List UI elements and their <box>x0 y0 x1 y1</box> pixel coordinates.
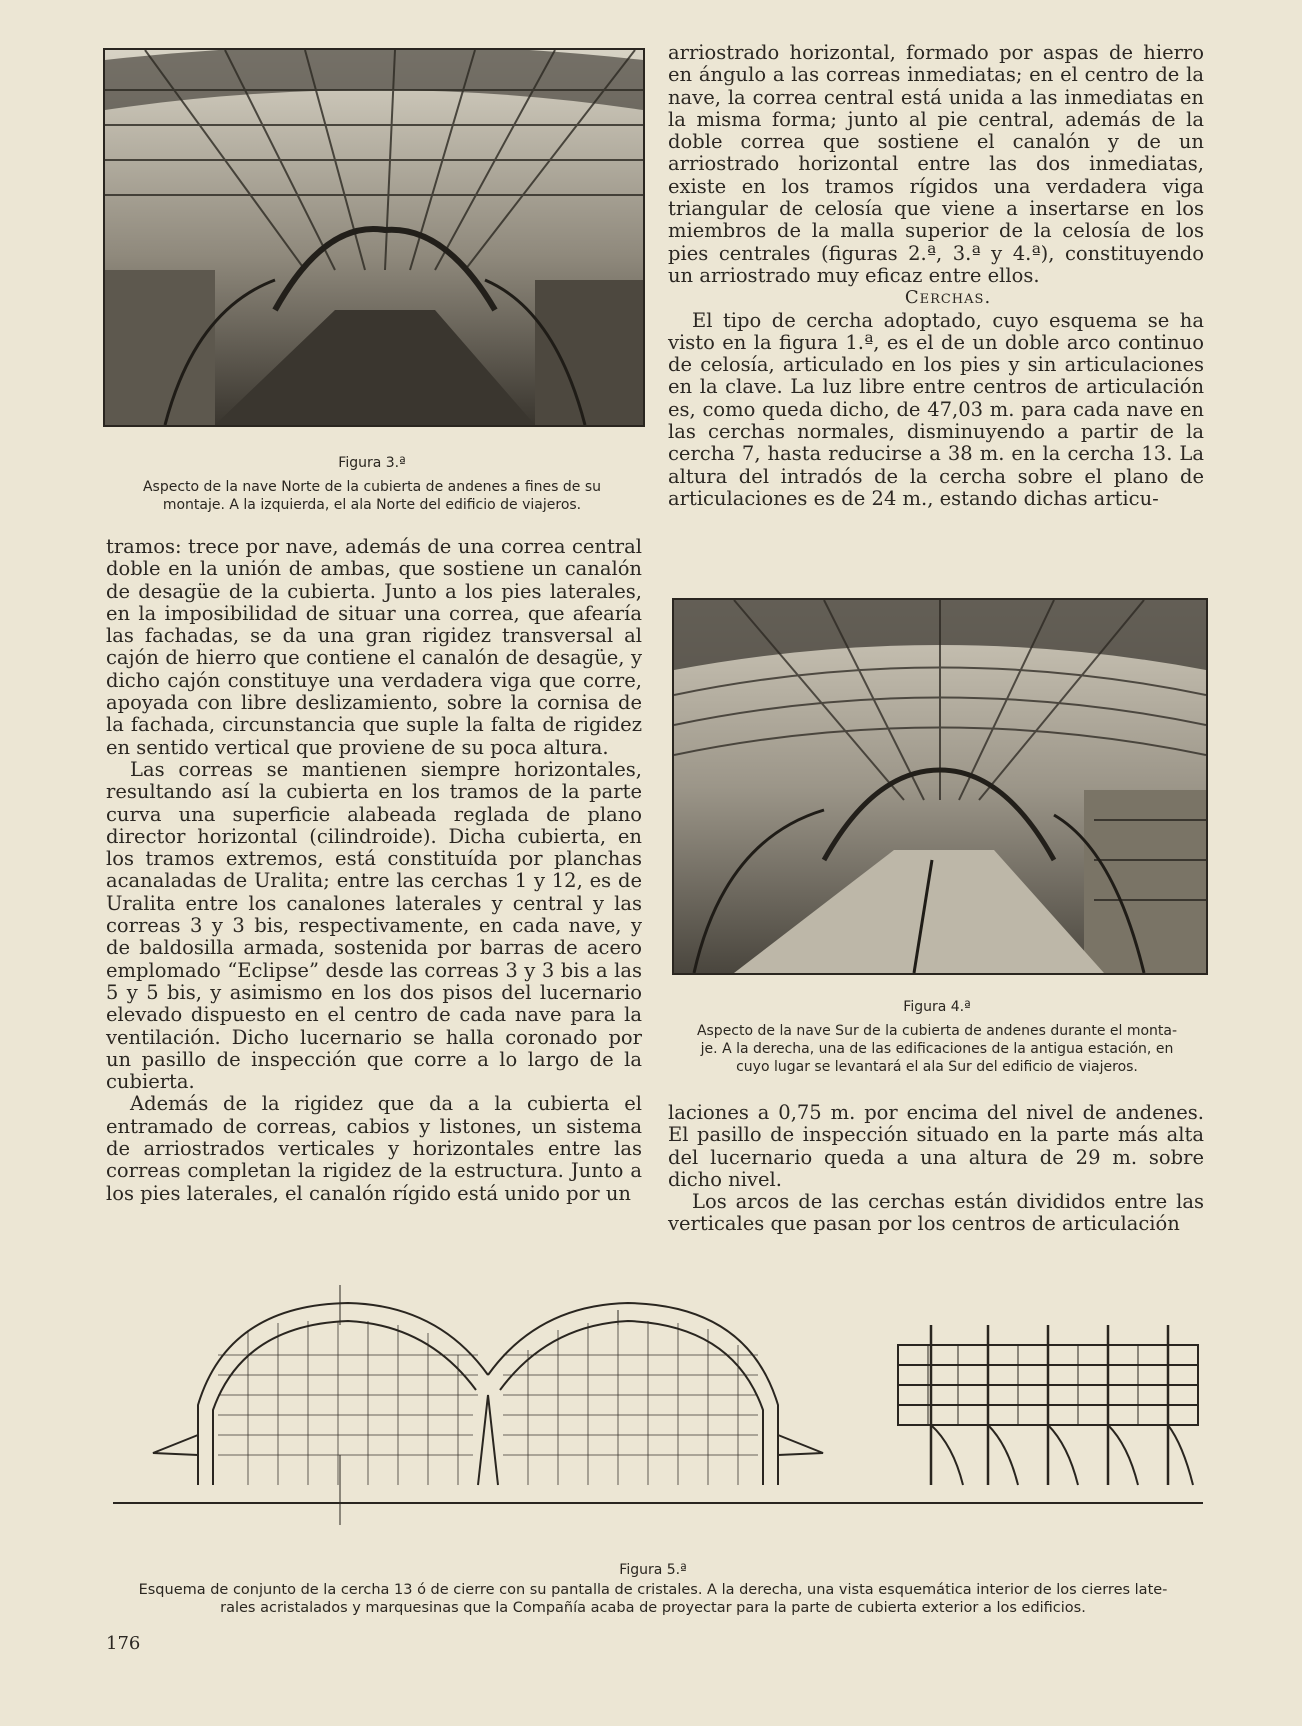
figure-5-label: Figura 5.ª <box>619 1562 687 1578</box>
right-column-top <box>668 42 1204 510</box>
left-paragraph-3: Además de la rigidez que da a la cubierta el entramado de correas, cabios y listones, un sistema de arriostrados verticales y horizontales entre las correas completan la rigidez de la estructura. Junto a los pies laterales, el canalón rígido está unido por un <box>106 1092 642 1205</box>
figure-5-caption-line-2: rales acristalados y marquesinas que la Compañía acaba de proyectar para la parte de cubierta exterior a los edificios. <box>220 1600 1086 1616</box>
right-paragraph-2: El tipo de cercha adoptado, cuyo esquema se ha visto en la figura 1.ª, es el de un doble arco continuo de celosía, articulado en los pies y sin articulaciones en la clave. La luz libre entre centros de articulación es, como queda dicho, de 47,03 m. para cada nave en las cerchas normales, disminuyendo a partir de la cercha 7, hasta reducirse a 38 m. en la cercha 13. La altura del intradós de la cercha sobre el plano de articulaciones es de 24 m., estando dichas articu- <box>668 308 1204 510</box>
figure-5-caption <box>98 1561 1208 1617</box>
left-paragraph-1: tramos: trece por nave, además de una correa central doble en la unión de ambas, que sostiene un canalón de desagüe de la cubierta. Junto a los pies laterales, en la imposibilidad de situar una correa, que afearía las fachadas, se da una gran rigidez transversal al cajón de hierro que contiene el canalón de desagüe, y dicho cajón constituye una verdadera viga que corre, apoyada con libre deslizamiento, sobre la cornisa de la fachada, circunstancia que suple la falta de rigidez en sentido vertical que proviene de su poca altura. <box>106 535 642 759</box>
figure-3-label: Figura 3.ª <box>338 455 406 471</box>
figure-4-caption <box>664 998 1210 1076</box>
left-paragraph-2: Las correas se mantienen siempre horizontales, resultando así la cubierta en los tramos de la parte curva una superficie alabeada reglada de plano director horizontal (cilindroide). Dicha cubierta, en los tramos extremos, está constituída por planchas acanaladas de Uralita; entre las cerchas 1 y 12, es de Uralita entre los canalones laterales y central y las correas 3 y 3 bis, respectivamente, en cada nave, y de baldosilla armada, sostenida por barras de acero emplomado “Eclipse” desde las correas 3 y 3 bis a las 5 y 5 bis, y asimismo en los dos pisos del lucernario elevado dispuesto en el centro de cada nave para la ventilación. Dicho lucernario se halla coronado por un pasillo de inspección que corre a lo largo de la cubierta. <box>106 757 642 1094</box>
figure-4-caption-line-1: Aspecto de la nave Sur de la cubierta de andenes durante el monta- <box>696 1023 1178 1039</box>
figure-4-label: Figura 4.ª <box>903 999 971 1015</box>
figure-4-caption-line-3: cuyo lugar se levantará el ala Sur del edificio de viajeros. <box>736 1059 1138 1075</box>
figure-3-caption-line-1: Aspecto de la nave Norte de la cubierta de andenes a fines de su <box>142 479 602 495</box>
figure-4-photo <box>672 598 1208 975</box>
right-paragraph-1: arriostrado horizontal, formado por aspas de hierro en ángulo a las correas inmediatas; en el centro de la nave, la correa central está unida a las inmediatas en la misma forma; junto al pie central, además de la doble correa que sostiene el canalón y de un arriostrado horizontal entre las dos inmediatas, existe en los tramos rígidos una verdadera viga triangular de celosía que viene a insertarse en los miembros de la malla superior de la celosía de los pies centrales (figuras 2.ª, 3.ª y 4.ª), constituyendo un arriostrado muy eficaz entre ellos. <box>668 41 1204 287</box>
page-number: 176 <box>106 1633 141 1654</box>
figure-3-caption-line-2: montaje. A la izquierda, el ala Norte del edificio de viajeros. <box>162 497 582 513</box>
right-paragraph-3: laciones a 0,75 m. por encima del nivel de andenes. El pasillo de inspección situado en la parte más alta del lucernario queda a una altura de 29 m. sobre dicho nivel. <box>668 1101 1204 1191</box>
figure-5-caption-line-1: Esquema de conjunto de la cercha 13 ó de cierre con su pantalla de cristales. A la derecha, una vista esquemática interior de los cierres late- <box>138 1582 1168 1598</box>
figure-3-photo <box>103 48 645 427</box>
right-paragraph-4: Los arcos de las cerchas están divididos entre las verticales que pasan por los centros de articulación <box>668 1190 1204 1236</box>
left-column <box>106 536 642 1205</box>
figure-4-caption-line-2: je. A la derecha, una de las edificaciones de la antigua estación, en <box>700 1041 1174 1057</box>
right-column-bottom <box>668 1102 1204 1236</box>
section-title: Cerchas. <box>904 287 992 309</box>
figure-5-diagram <box>108 1285 1208 1530</box>
figure-3-caption <box>98 454 646 514</box>
